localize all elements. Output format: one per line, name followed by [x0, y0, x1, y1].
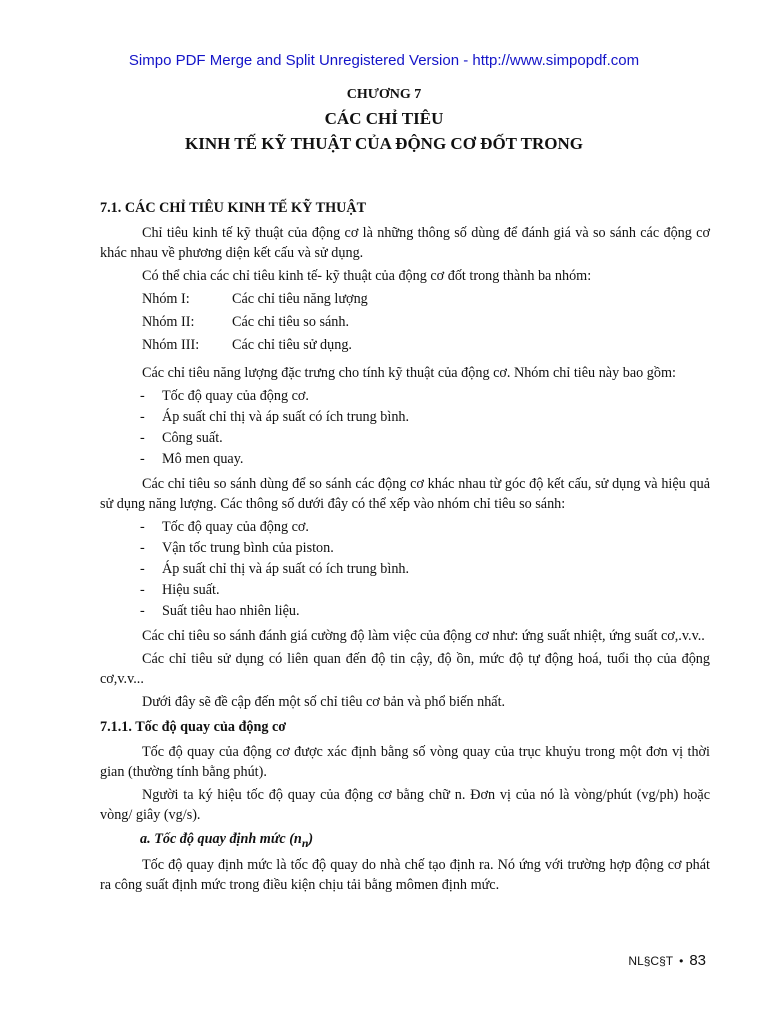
paragraph-2: Có thể chia các chỉ tiêu kinh tế- kỹ thuật của động cơ đốt trong thành ba nhóm:: [142, 268, 592, 284]
list-item: - Công suất.: [140, 430, 223, 446]
section-heading-7-1: 7.1. CÁC CHỈ TIÊU KINH TẾ KỸ THUẬT: [100, 200, 367, 216]
paragraph-8: Tốc độ quay của động cơ được xác định bằng số vòng quay của trục khuỷu trong một đơn vị thời gian (thường tính bằng phút).: [100, 744, 710, 780]
body-content: [100, 198, 710, 898]
list-item: - Mô men quay.: [140, 451, 244, 467]
chapter-title-line2: KINH TẾ KỸ THUẬT CỦA ĐỘNG CƠ ĐỐT TRONG: [184, 134, 583, 153]
paragraph-10: Tốc độ quay định mức là tốc độ quay do nhà chế tạo định ra. Nó ứng với trường hợp động cơ phát ra công suất định mức trong điều kiện chịu tải bằng mômen định mức.: [100, 856, 710, 893]
paragraph-7: Dưới đây sẽ đề cập đến một số chỉ tiêu cơ bản và phổ biến nhất.: [142, 694, 506, 710]
paragraph-5: Các chỉ tiêu so sánh đánh giá cường độ làm việc của động cơ như: ứng suất nhiệt, ứng suất cơ,.v.v..: [142, 628, 705, 644]
paragraph-6: Các chỉ tiêu sử dụng có liên quan đến độ tin cậy, độ ồn, mức độ tự động hoá, tuổi thọ của động cơ,v.v...: [100, 651, 710, 687]
list-item: - Hiệu suất.: [140, 582, 220, 598]
list-item: - Tốc độ quay của động cơ.: [140, 519, 309, 535]
group-row: [142, 335, 710, 355]
list-item: - Áp suất chỉ thị và áp suất có ích trung bình.: [140, 561, 410, 577]
paragraph-3: Các chỉ tiêu năng lượng đặc trưng cho tính kỹ thuật của động cơ. Nhóm chỉ tiêu này bao gồm:: [142, 365, 676, 381]
subsection-heading-a: a. Tốc độ quay định mức $(n_n)$: [140, 831, 314, 850]
group-label: Nhóm I:: [142, 291, 190, 307]
page-footer: [628, 952, 706, 969]
group-text: Các chỉ tiêu so sánh.: [232, 314, 350, 330]
footer-bullet: •: [679, 954, 684, 968]
list-item: - Vận tốc trung bình của piston.: [140, 540, 334, 556]
list-item: - Tốc độ quay của động cơ.: [140, 388, 309, 404]
group-label: Nhóm III:: [142, 337, 200, 353]
comparison-indicators-list: [100, 517, 710, 621]
list-item: - Suất tiêu hao nhiên liệu.: [140, 603, 300, 619]
list-item: - Áp suất chỉ thị và áp suất có ích trung bình.: [140, 409, 410, 425]
energy-indicators-list: [100, 386, 710, 469]
paragraph-1: Chỉ tiêu kinh tế kỹ thuật của động cơ là những thông số dùng để đánh giá và so sánh các động cơ khác nhau về phương diện kết cấu và sử dụng.: [100, 225, 710, 261]
chapter-label: CHƯƠNG 7: [346, 87, 422, 102]
group-row: [142, 312, 710, 332]
page-number: 83: [689, 952, 706, 969]
chapter-title-line1: CÁC CHỈ TIÊU: [324, 109, 444, 128]
group-text: Các chỉ tiêu năng lượng: [232, 291, 368, 307]
footer-label: NL§C§T: [628, 954, 674, 968]
group-text: Các chỉ tiêu sử dụng.: [232, 337, 352, 353]
watermark-text: Simpo PDF Merge and Split Unregistered Version - http://www.simpopdf.com: [128, 52, 640, 69]
paragraph-9: Người ta ký hiệu tốc độ quay của động cơ bằng chữ n. Đơn vị của nó là vòng/phút (vg/ph) hoặc vòng/ giây (vg/s).: [100, 787, 710, 823]
group-row: [142, 289, 710, 309]
section-heading-7-1-1: 7.1.1. Tốc độ quay của động cơ: [100, 719, 287, 735]
group-label: Nhóm II:: [142, 314, 195, 330]
paragraph-4: Các chỉ tiêu so sánh dùng để so sánh các động cơ khác nhau từ góc độ kết cấu, sử dụng và hiệu quả sử dụng năng lượng. Các thông số dưới đây có thể xếp vào nhóm chỉ tiêu so sánh:: [100, 476, 710, 512]
